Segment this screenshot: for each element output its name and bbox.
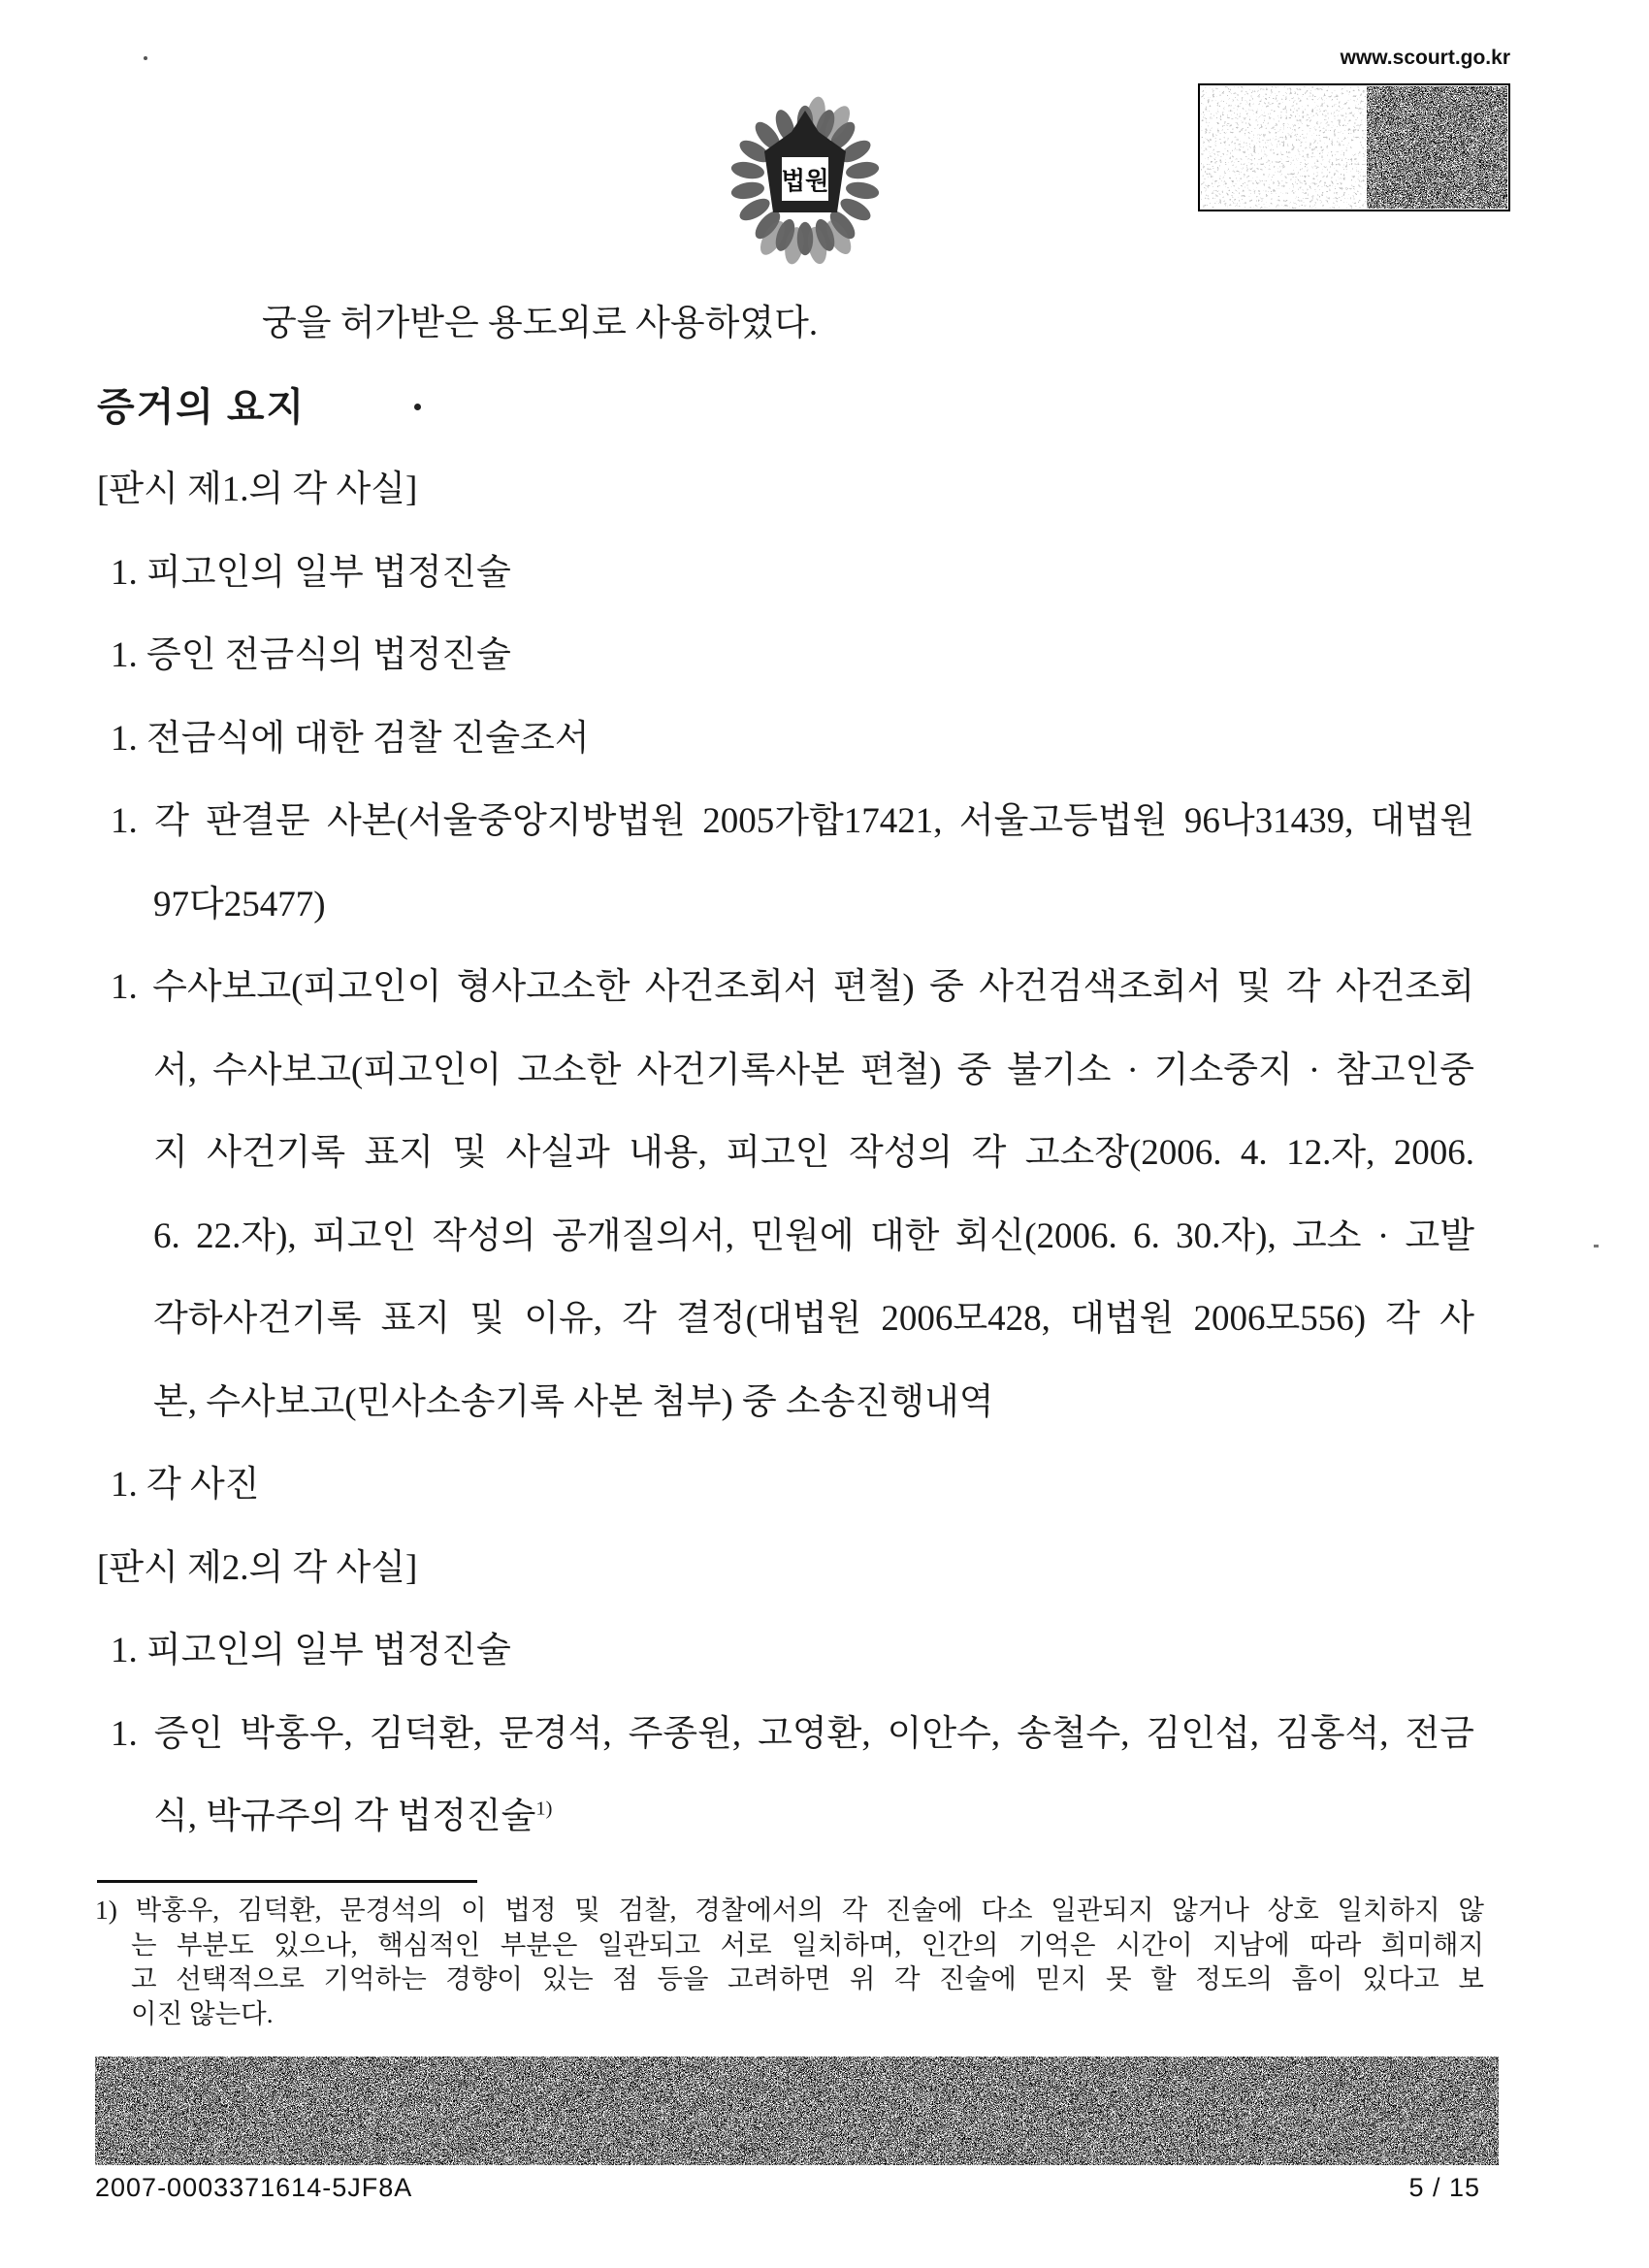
body-line — [97, 1195, 1474, 1279]
document-id: 2007-0003371614-5JF8A — [95, 2173, 413, 2202]
body-line — [97, 1443, 1474, 1527]
line-text: 증거의 요지 — [97, 384, 307, 429]
footnote-line — [95, 1893, 1484, 1928]
line-text: 이진 않는다. — [131, 1997, 274, 2028]
ink-dot-artifact — [144, 56, 147, 60]
line-text: 지 사건기록 표지 및 사실과 내용, 피고인 작성의 각 고소장(2006. 4. 12.자, 2006. — [153, 1133, 1474, 1173]
line-text: [판시 제1.의 각 사실] — [97, 470, 418, 509]
line-text: 1. 증인 전금식의 법정진술 — [111, 635, 511, 675]
line-text: 1) 박홍우, 김덕환, 문경석의 이 법정 및 검찰, 경찰에서의 각 진술에 다소 일관되지 않거나 상호 일치하지 않 — [95, 1895, 1484, 1925]
line-text: 1. 피고인의 일부 법정진술 — [111, 1631, 511, 1670]
stamp-barcode-block — [1198, 83, 1510, 211]
seal-label: 법원 — [781, 167, 829, 195]
line-text: 97다25477) — [153, 884, 326, 924]
line-text: 1. 각 판결문 사본(서울중앙지방법원 2005가합17421, 서울고등법원 96나31439, 대법원 — [111, 801, 1474, 841]
footnote-ref: 1) — [535, 1798, 553, 1820]
site-url-text: www.scourt.go.kr — [1340, 47, 1510, 69]
body-line — [97, 366, 1474, 449]
line-text: 각하사건기록 표지 및 이유, 각 결정(대법원 2006모428, 대법원 2006모556) 각 사 — [153, 1299, 1474, 1339]
line-text: 본, 수사보고(민사소송기록 사본 첨부) 중 소송진행내역 — [153, 1381, 994, 1422]
line-text: 1. 각 사진 — [111, 1465, 260, 1505]
body-line — [97, 1609, 1474, 1693]
body-line — [97, 863, 1474, 947]
body-line — [97, 614, 1474, 697]
page-footer — [95, 2173, 1480, 2203]
footnote-separator — [97, 1880, 477, 1883]
body-line — [97, 1693, 1474, 1776]
line-text: 1. 전금식에 대한 검찰 진술조서 — [111, 718, 590, 759]
court-seal-graphic — [729, 93, 881, 268]
scan-noise-band — [95, 2057, 1499, 2165]
line-text: 서, 수사보고(피고인이 고소한 사건기록사본 편철) 중 불기소 · 기소중지 · 참고인중 — [153, 1050, 1474, 1090]
body-line — [97, 1527, 1474, 1610]
line-text: 식, 박규주의 각 법정진술 — [153, 1797, 536, 1836]
stamp-barcode-graphic — [1198, 83, 1510, 211]
footnote-line — [95, 1996, 1484, 2031]
footnote-line — [95, 1961, 1484, 1996]
page-indicator: 5 / 15 — [1408, 2173, 1480, 2202]
footnote-line — [95, 1928, 1484, 1962]
body-line — [97, 1361, 1474, 1444]
ink-dot-artifact — [414, 404, 421, 410]
body-line — [97, 946, 1474, 1029]
line-text: 고 선택적으로 기억하는 경향이 있는 점 등을 고려하면 위 각 진술에 믿지 못 할 정도의 흠이 있다고 보 — [131, 1963, 1484, 1993]
ink-dot-artifact — [1594, 1245, 1599, 1247]
line-text: 6. 22.자), 피고인 작성의 공개질의서, 민원에 대한 회신(2006. 6. 30.자), 고소 · 고발 — [153, 1215, 1474, 1256]
body-line — [97, 282, 1474, 366]
body-line — [97, 448, 1474, 532]
body-text — [97, 282, 1474, 1859]
footnote-lines — [95, 1893, 1484, 2030]
body-line — [97, 1775, 1474, 1859]
body-line — [97, 1278, 1474, 1361]
line-text: 는 부분도 있으나, 핵심적인 부분은 일관되고 서로 일치하며, 인간의 기억은 시간이 지남에 따라 희미해지 — [131, 1928, 1484, 1960]
line-text: 1. 피고인의 일부 법정진술 — [111, 552, 511, 593]
line-text: 1. 수사보고(피고인이 형사고소한 사건조회서 편철) 중 사건검색조회서 및 각 사건조회 — [111, 967, 1474, 1007]
footnote-block — [95, 1880, 1484, 2030]
body-line — [97, 1112, 1474, 1195]
line-text: 1. 증인 박홍우, 김덕환, 문경석, 주종원, 고영환, 이안수, 송철수, 김인섭, 김홍석, 전금 — [111, 1713, 1474, 1754]
scan-noise-graphic — [95, 2057, 1499, 2165]
body-line — [97, 697, 1474, 781]
court-seal — [729, 93, 881, 268]
body-line — [97, 532, 1474, 615]
line-text: 궁을 허가받은 용도외로 사용하였다. — [262, 304, 819, 343]
body-line — [97, 1029, 1474, 1113]
body-line — [97, 780, 1474, 863]
line-text: [판시 제2.의 각 사실] — [97, 1547, 418, 1588]
